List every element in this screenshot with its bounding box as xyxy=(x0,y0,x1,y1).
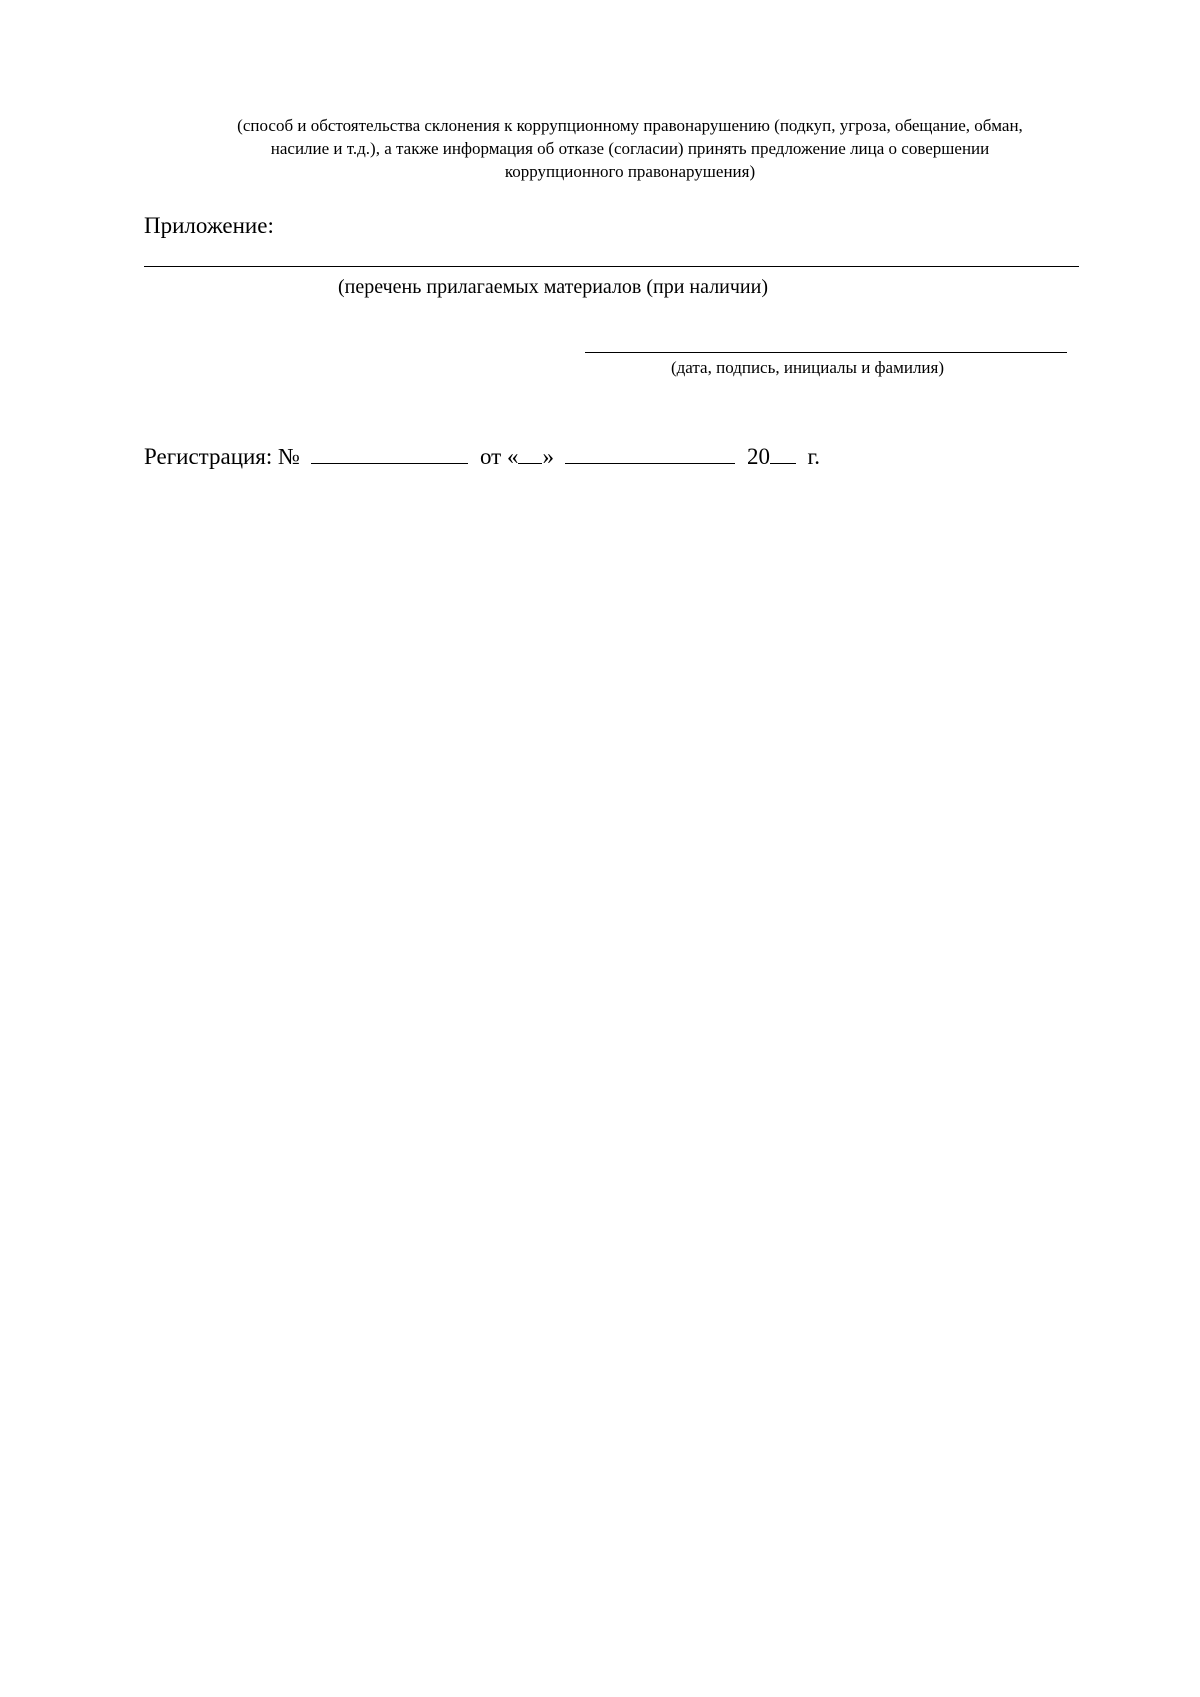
attachment-label: Приложение: xyxy=(144,213,274,238)
registration-from-word: от « xyxy=(479,444,519,469)
attachment-fill-line[interactable] xyxy=(144,266,1079,267)
registration-year-blank[interactable] xyxy=(770,441,796,464)
attachment-caption: (перечень прилагаемых материалов (при наличии) xyxy=(338,276,768,298)
registration-year-prefix: 20 xyxy=(746,444,770,469)
registration-line xyxy=(144,441,820,471)
registration-year-suffix: г. xyxy=(807,444,821,469)
report-details-caption xyxy=(140,114,1120,183)
registration-month-blank[interactable] xyxy=(565,441,735,464)
signature-caption: (дата, подпись, инициалы и фамилия) xyxy=(671,358,945,377)
registration-day-blank[interactable] xyxy=(518,441,542,464)
caption-line-1: (способ и обстоятельства склонения к коррупционному правонарушению (подкуп, угроза, обещание, обман, xyxy=(237,116,1023,135)
registration-number-blank[interactable] xyxy=(311,441,468,464)
registration-quote-close: » xyxy=(542,444,554,469)
signature-fill-line[interactable] xyxy=(585,352,1067,353)
caption-line-2: насилие и т.д.), а также информация об отказе (согласии) принять предложение лица о совершении xyxy=(270,139,990,158)
registration-label: Регистрация: № xyxy=(144,444,300,469)
caption-line-3: коррупционного правонарушения) xyxy=(504,162,756,181)
